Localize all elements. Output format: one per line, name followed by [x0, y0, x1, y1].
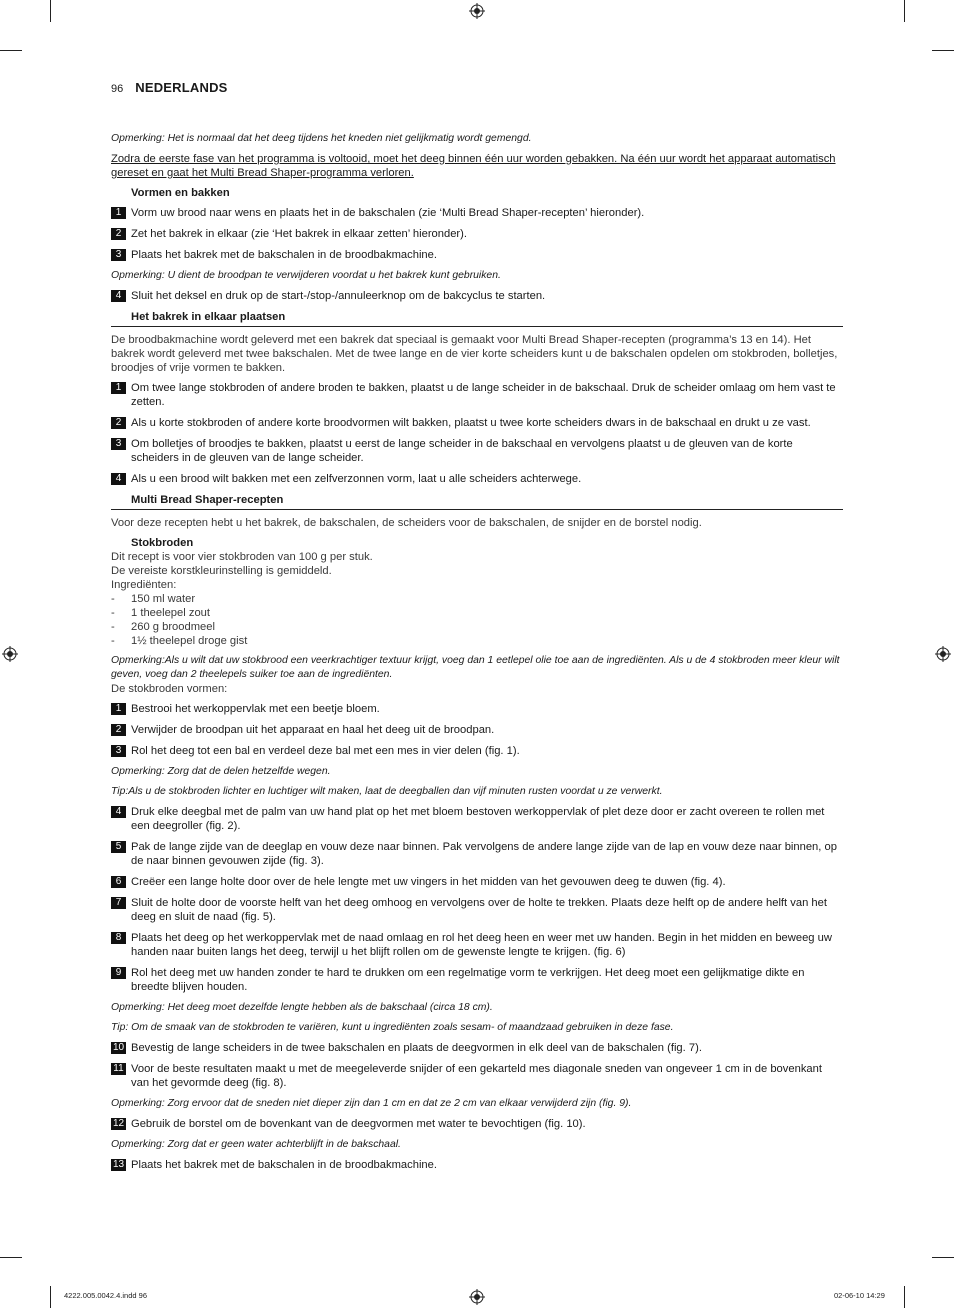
registration-mark-icon [469, 1289, 485, 1305]
step-item [111, 744, 843, 758]
section-intro: Voor deze recepten hebt u het bakrek, de bakschalen, de scheiders voor de bakschalen, de snijder en de borstel nodig. [111, 517, 702, 529]
footer-file-info: 4222.005.0042.4.indd 96 [64, 1291, 147, 1300]
step-number: 1 [111, 207, 126, 219]
step-number: 6 [111, 876, 126, 888]
step-number: 1 [111, 382, 126, 394]
step-item [111, 875, 843, 889]
section-intro: De broodbakmachine wordt geleverd met een bakrek dat speciaal is gemaakt voor Multi Bread Shaper-recepten (programma’s 13 en 14). Het bakrek wordt geleverd met twee bakschalen. Met de twee lange en de vier korte scheiders kunt u de bakschalen opdelen om stokbroden, bolletjes, broodjes of vrije vormen te bakken. [111, 334, 838, 374]
step-item [111, 381, 843, 409]
note: Opmerking: Het is normaal dat het deeg tijdens het kneden niet gelijkmatig wordt gemengd. [111, 133, 532, 144]
step-number: 3 [111, 438, 126, 450]
step-item [111, 1117, 843, 1131]
step-number: 4 [111, 473, 126, 485]
ingredient-item: - 1 theelepel zout [111, 607, 210, 619]
recipe-block [111, 536, 843, 648]
step-text: Druk elke deegbal met de palm van uw hand plat op het met bloem bestoven werkoppervlak of plet deze door er zacht overeen te rollen met een deegroller (fig. 2). [131, 806, 825, 832]
step-number: 10 [112, 1042, 125, 1053]
page-number: 96 [111, 83, 124, 95]
note: Opmerking: Het deeg moet dezelfde lengte hebben als de bakschaal (circa 18 cm). [111, 1002, 493, 1013]
step-number: 3 [111, 745, 126, 757]
step-text: Rol het deeg tot een bal en verdeel deze bal met een mes in vier delen (fig. 1). [131, 745, 520, 757]
step-item [111, 1158, 843, 1172]
main-content [111, 132, 843, 1179]
tip: Tip:Als u de stokbroden lichter en luchtiger wilt maken, laat de deegballen dan vijf minuten rusten voordat u ze verwerkt. [111, 786, 663, 797]
step-number: 2 [111, 724, 126, 736]
tip: Tip: Om de smaak van de stokbroden te variëren, kunt u ingrediënten zoals sesam- of maandzaad gebruiken in deze fase. [111, 1022, 674, 1033]
step-item [111, 248, 843, 262]
step-text: Gebruik de borstel om de bovenkant van de deegvormen met water te bevochtigen (fig. 10). [131, 1118, 586, 1130]
note: Opmerking: U dient de broodpan te verwijderen voordat u het bakrek kunt gebruiken. [111, 270, 501, 281]
warning-paragraph: Zodra de eerste fase van het programma is voltooid, moet het deeg binnen één uur worden gebakken. Na één uur wordt het apparaat automatisch gereset en gaat het Multi Bread Shaper-programma verloren. [111, 153, 836, 179]
step-text: Als u een brood wilt bakken met een zelfverzonnen vorm, laat u alle scheiders achterwege. [131, 473, 582, 485]
step-item [111, 206, 843, 220]
page-header [111, 80, 228, 95]
recipe-line: De vereiste korstkleurinstelling is gemiddeld. [111, 565, 332, 577]
step-text: Verwijder de broodpan uit het apparaat en haal het deeg uit de broodpan. [131, 724, 495, 736]
step-text: Als u korte stokbroden of andere korte broodvormen wilt bakken, plaatst u twee korte scheiders dwars in de bakschaal en drukt u ze vast. [131, 417, 811, 429]
step-item [111, 289, 843, 303]
crop-mark [50, 0, 51, 22]
step-text: Voor de beste resultaten maakt u met de meegeleverde snijder of een gekarteld mes diagonale sneden van ongeveer 1 cm in de bovenkant van het gevormde deeg (fig. 8). [131, 1063, 822, 1089]
note: Opmerking:Als u wilt dat uw stokbrood een veerkrachtiger textuur krijgt, voeg dan 1 eetlepel olie toe aan de ingrediënten. Als u de 4 stokbroden meer kleur wilt geven, voeg dan 2 theelepels suiker toe aan de ingrediënten. [111, 655, 840, 680]
ingredient-item: - 150 ml water [111, 593, 196, 605]
crop-mark [932, 1257, 954, 1258]
step-item [111, 966, 843, 994]
step-item [111, 931, 843, 959]
ingredient-text: 260 g broodmeel [131, 621, 215, 633]
step-text: Bevestig de lange scheiders in de twee bakschalen en plaats de deegvormen in elk deel van de bakschalen (fig. 7). [131, 1042, 702, 1054]
footer-date: 02-06-10 14:29 [834, 1291, 885, 1300]
crop-mark [904, 0, 905, 22]
step-item [111, 416, 843, 430]
step-text: Creëer een lange holte door over de hele lengte met uw vingers in het midden van het gevouwen deeg te duwen (fig. 4). [131, 876, 726, 888]
step-number: 11 [111, 1063, 126, 1075]
step-text: Om twee lange stokbroden of andere broden te bakken, plaatst u de lange scheider in de bakschaal. Druk de scheider omlaag om hem vast te zetten. [131, 382, 836, 408]
step-number: 5 [111, 841, 126, 853]
registration-mark-icon [935, 646, 951, 662]
step-text: Sluit het deksel en druk op de start-/stop-/annuleerknop om de bakcyclus te starten. [131, 290, 546, 302]
step-item [111, 1041, 843, 1055]
step-item [111, 472, 843, 486]
step-number: 4 [111, 290, 126, 302]
step-number: 4 [111, 806, 126, 818]
section-title-vormen: Vormen en bakken [131, 187, 230, 199]
step-text: Om bolletjes of broodjes te bakken, plaatst u eerst de lange scheider in de bakschaal en vervolgens plaatst u de gleuven van de korte scheiders in de gleuven van de lange scheider. [131, 438, 793, 464]
section-title-bakrek: Het bakrek in elkaar plaatsen [111, 310, 843, 327]
step-number: 9 [111, 967, 126, 979]
ingredient-item: - 1½ theelepel droge gist [111, 635, 248, 647]
step-number: 2 [111, 228, 126, 240]
step-item [111, 227, 843, 241]
step-item [111, 840, 843, 868]
step-item [111, 1062, 843, 1090]
step-number: 12 [112, 1118, 125, 1129]
step-text: Rol het deeg met uw handen zonder te hard te drukken om een regelmatige vorm te verkrijgen. Het deeg moet een gelijkmatige dikte en breedte blijven houden. [131, 967, 805, 993]
step-text: Plaats het deeg op het werkoppervlak met de naad omlaag en rol het deeg heen en weer met uw handen. Begin in het midden en beweeg uw handen naar buiten langs het deeg, terwijl u het blijft rollen om de gewenste lengte te krijgen. (fig. 6) [131, 932, 832, 958]
step-item [111, 702, 843, 716]
ingredient-text: 1 theelepel zout [131, 607, 210, 619]
recipe-line: Dit recept is voor vier stokbroden van 100 g per stuk. [111, 551, 373, 563]
note: Opmerking: Zorg dat de delen hetzelfde wegen. [111, 766, 331, 777]
step-text: Vorm uw brood naar wens en plaats het in de bakschalen (zie ‘Multi Bread Shaper-recepten’ hieronder). [131, 207, 645, 219]
step-number: 13 [112, 1159, 125, 1170]
note: Opmerking: Zorg ervoor dat de sneden niet dieper zijn dan 1 cm en dat ze 2 cm van elkaar verwijderd zijn (fig. 9). [111, 1098, 632, 1109]
step-number: 3 [111, 249, 126, 261]
crop-mark [904, 1286, 905, 1308]
step-number: 7 [111, 897, 126, 909]
step-item [111, 723, 843, 737]
step-text: Bestrooi het werkoppervlak met een beetje bloem. [131, 703, 380, 715]
recipe-line: Ingrediënten: [111, 579, 177, 591]
registration-mark-icon [2, 646, 18, 662]
recipe-title: Stokbroden [131, 537, 194, 549]
crop-mark [50, 1286, 51, 1308]
language-title: NEDERLANDS [135, 80, 228, 95]
step-text: Pak de lange zijde van de deeglap en vouw deze naar binnen. Pak vervolgens de andere lange zijde van de lap en vouw deze naar binnen, op de naar binnen gevouwen zijde (fig. 3). [131, 841, 837, 867]
registration-mark-icon [469, 3, 485, 19]
crop-mark [0, 1257, 22, 1258]
note: Opmerking: Zorg dat er geen water achterblijft in de bakschaal. [111, 1139, 401, 1150]
step-text: Sluit de holte door de voorste helft van het deeg omhoog en vervolgens over de holte te trekken. Plaats deze helft op de andere helft van het deeg en sluit de naad (fig. 5). [131, 897, 827, 923]
step-text: Plaats het bakrek met de bakschalen in de broodbakmachine. [131, 1159, 437, 1171]
ingredient-item: - 260 g broodmeel [111, 621, 215, 633]
crop-mark [932, 50, 954, 51]
step-number: 2 [111, 417, 126, 429]
ingredient-text: 150 ml water [131, 593, 196, 605]
step-item [111, 805, 843, 833]
crop-mark [0, 50, 22, 51]
step-item [111, 437, 843, 465]
step-item [111, 896, 843, 924]
step-text: Plaats het bakrek met de bakschalen in de broodbakmachine. [131, 249, 437, 261]
recipe-line: De stokbroden vormen: [111, 683, 228, 695]
ingredient-text: 1½ theelepel droge gist [131, 635, 248, 647]
step-number: 8 [111, 932, 126, 944]
section-title-recepten: Multi Bread Shaper-recepten [111, 493, 843, 510]
step-number: 1 [111, 703, 126, 715]
step-text: Zet het bakrek in elkaar (zie ‘Het bakrek in elkaar zetten’ hieronder). [131, 228, 467, 240]
